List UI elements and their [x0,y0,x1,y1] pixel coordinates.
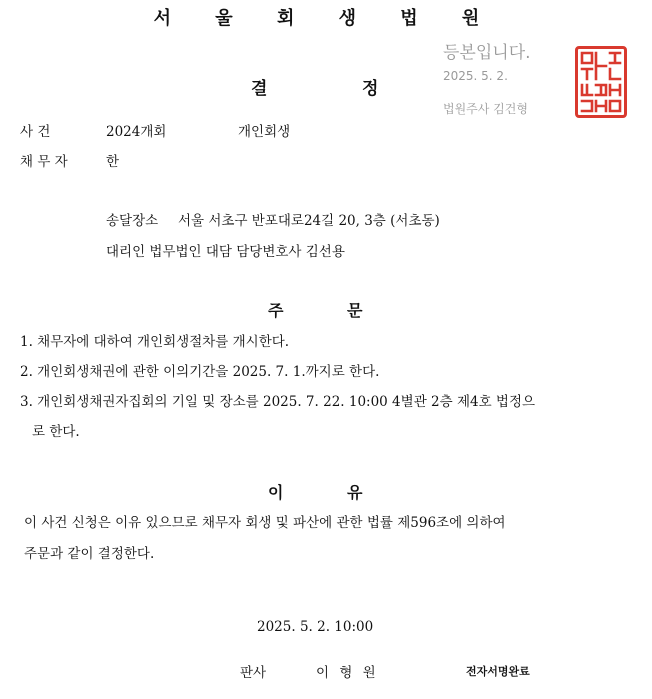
case-label: 사 건 [20,124,51,140]
decision-datetime: 2025. 5. 2. 10:00 [257,619,374,635]
reason-heading-left: 이 [268,483,284,502]
debtor-label: 채 무 자 [20,154,68,170]
judge-label: 판사 [240,665,267,681]
order-item-2: 2. 개인회생채권에 관한 이의기간을 2025. 7. 1.까지로 한다. [20,364,380,380]
service-address: 서울 서초구 반포대로24길 20, 3층 (서초동) [178,213,440,229]
judge-name: 이 형 원 [316,665,379,681]
service-address-label: 송달장소 [106,213,159,229]
electronic-signature-note: 전자서명완료 [466,665,530,678]
debtor-name: 한 [106,154,120,170]
case-number: 2024개회 [106,124,167,140]
decision-title-left: 결 [251,79,268,99]
order-heading-left: 주 [268,301,284,320]
order-item-1: 1. 채무자에 대하여 개인회생절차를 개시한다. [20,334,290,350]
reason-line-2: 주문과 같이 결정한다. [24,546,155,562]
reason-heading-right: 유 [347,483,363,502]
certified-copy-label: 등본입니다. [443,43,531,63]
legal-agent: 대리인 법무법인 대담 담당변호사 김선용 [106,244,345,260]
reason-line-1: 이 사건 신청은 이유 있으므로 채무자 회생 및 파산에 관한 법률 제596조에 의하여 [24,515,506,531]
order-item-3-continuation: 로 한다. [32,424,80,440]
order-heading-right: 문 [347,301,363,320]
order-item-3: 3. 개인회생채권자집회의 기일 및 장소를 2025. 7. 22. 10:00 4별관 2층 제4호 법정으 [20,394,536,410]
decision-title-right: 정 [362,79,379,99]
case-type: 개인회생 [238,124,291,140]
certification-date: 2025. 5. 2. [443,69,508,83]
court-seal-icon [575,46,627,118]
certifying-officer: 법원주사 김건형 [443,102,528,116]
court-name: 서 울 회 생 법 원 [153,8,499,29]
